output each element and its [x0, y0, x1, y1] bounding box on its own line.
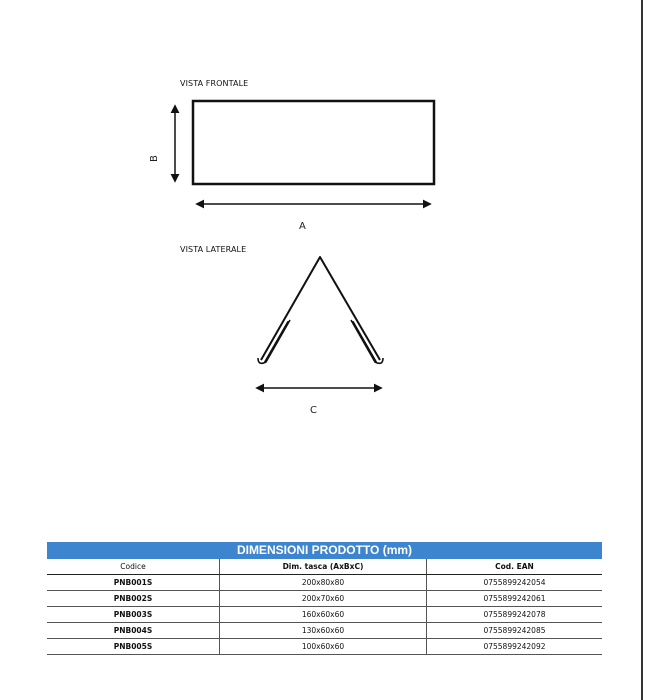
table-row — [47, 607, 602, 623]
dim-b-label: B — [148, 155, 160, 162]
cell-code: PNB004S — [47, 623, 220, 639]
front-view-label: VISTA FRONTALE — [180, 79, 249, 88]
cell-dimensions: 100x60x60 — [220, 639, 427, 655]
cell-dimensions: 200x70x60 — [220, 591, 427, 607]
header-codice: Codice — [47, 559, 220, 575]
cell-ean: 0755899242061 — [427, 591, 603, 607]
cell-ean: 0755899242085 — [427, 623, 603, 639]
table-row — [47, 639, 602, 655]
dim-c-label: C — [310, 405, 317, 416]
cell-dimensions: 130x60x60 — [220, 623, 427, 639]
dimensions-grid — [47, 559, 602, 655]
cell-ean: 0755899242078 — [427, 607, 603, 623]
side-view-label: VISTA LATERALE — [180, 245, 247, 254]
side-view-fold-inner — [265, 322, 376, 362]
cell-code: PNB005S — [47, 639, 220, 655]
cell-code: PNB002S — [47, 591, 220, 607]
header-dimensions: Dim. tasca (AxBxC) — [220, 559, 427, 575]
table-row — [47, 575, 602, 591]
dim-a-label: A — [299, 221, 306, 232]
cell-dimensions: 160x60x60 — [220, 607, 427, 623]
cell-code: PNB001S — [47, 575, 220, 591]
table-header-row — [47, 559, 602, 575]
cell-dimensions: 200x80x80 — [220, 575, 427, 591]
dimensions-table — [47, 542, 602, 655]
table-row — [47, 623, 602, 639]
cell-code: PNB003S — [47, 607, 220, 623]
table-title: DIMENSIONI PRODOTTO (mm) — [47, 542, 602, 559]
side-view-fold-outer — [261, 257, 380, 360]
cell-ean: 0755899242092 — [427, 639, 603, 655]
table-row — [47, 591, 602, 607]
header-ean: Cod. EAN — [427, 559, 603, 575]
cell-ean: 0755899242054 — [427, 575, 603, 591]
front-view-rectangle — [193, 101, 434, 184]
